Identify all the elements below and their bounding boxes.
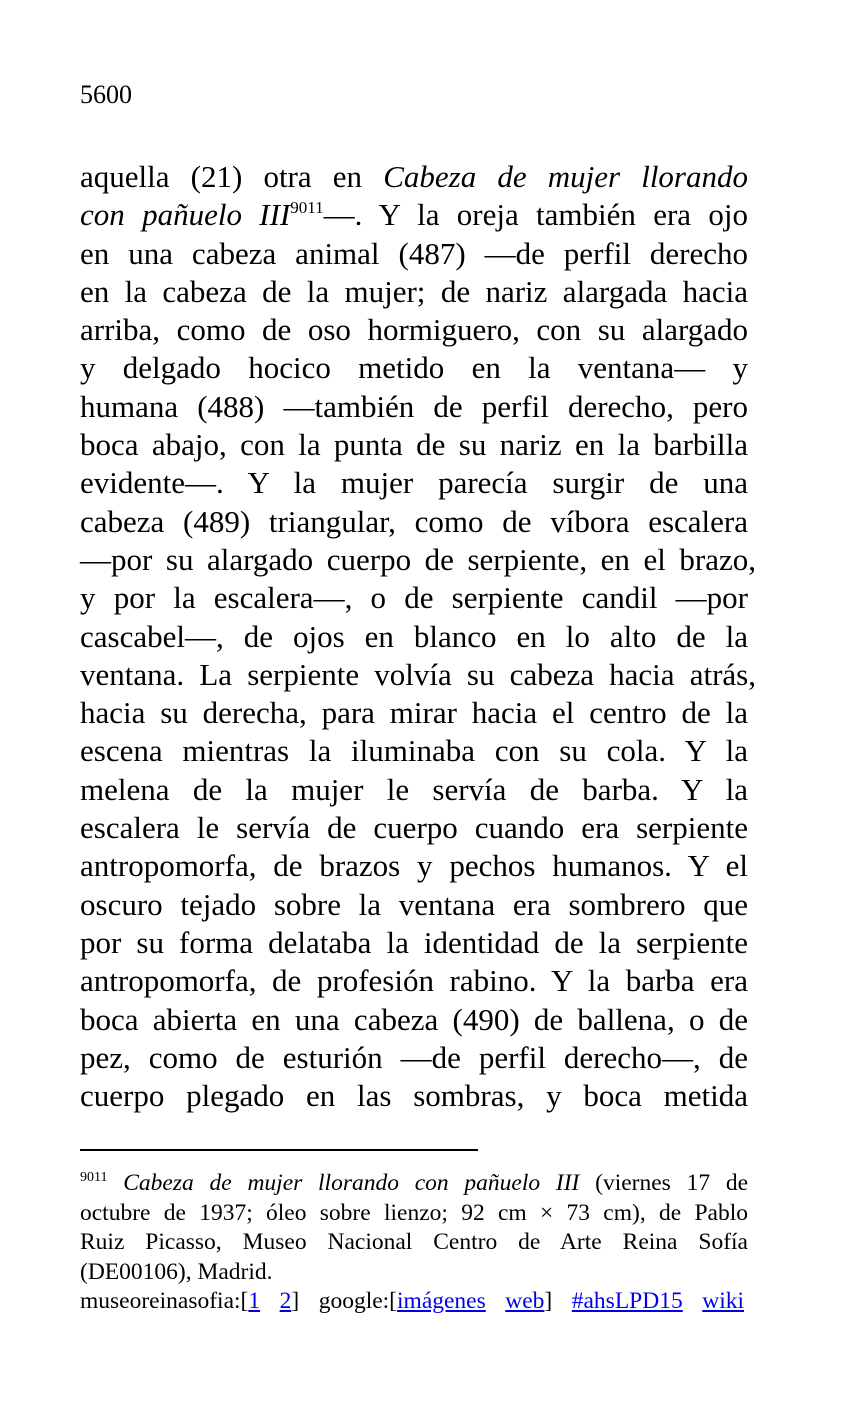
artwork-title: con pañuelo III bbox=[80, 197, 291, 233]
google-prefix: google:[ bbox=[318, 1288, 398, 1314]
body-text-run: en una cabeza animal (487) —de perfil derecho bbox=[80, 235, 748, 271]
footnote-rule bbox=[80, 1149, 478, 1151]
footnote-line: Ruiz Picasso, Museo Nacional Centro de Arte Reina Sofía bbox=[80, 1229, 748, 1255]
body-line bbox=[80, 886, 748, 924]
body-line bbox=[80, 962, 748, 1000]
artwork-title: Cabeza de mujer llorando bbox=[383, 159, 748, 194]
body-text-run: y delgado hocico metido en la ventana— y bbox=[80, 350, 748, 386]
body-line bbox=[80, 1077, 748, 1115]
body-line bbox=[80, 809, 748, 847]
footnote-line bbox=[80, 1169, 748, 1199]
body-text-run: ventana. La serpiente volvía su cabeza hacia atrás, bbox=[80, 656, 756, 692]
body-line bbox=[80, 732, 748, 770]
body-text-run: evidente—. Y la mujer parecía surgir de una bbox=[80, 465, 748, 501]
body-line bbox=[80, 618, 748, 656]
body-text-run: boca abajo, con la punta de su nariz en la barbilla bbox=[80, 427, 748, 463]
body-text-run: humana (488) —también de perfil derecho, pero bbox=[80, 388, 748, 424]
museo-suffix: ] bbox=[291, 1288, 300, 1314]
body-line bbox=[80, 273, 748, 311]
body-text-run: cabeza (489) triangular, como de víbora escalera bbox=[80, 503, 748, 539]
museo-prefix: museoreinasofia:[ bbox=[80, 1288, 249, 1314]
body-line bbox=[80, 541, 756, 579]
body-line bbox=[80, 1001, 748, 1039]
body-line bbox=[80, 196, 748, 234]
footnote-links bbox=[80, 1287, 744, 1317]
google-images-link[interactable]: imágenes bbox=[397, 1288, 486, 1314]
body-text-run: y por la escalera—, o de serpiente candil —por bbox=[80, 580, 748, 616]
google-web-link[interactable]: web bbox=[505, 1288, 545, 1314]
body-line bbox=[80, 388, 748, 426]
hashtag-link[interactable]: #ahsLPD15 bbox=[571, 1288, 683, 1314]
body-text-run: —por su alargado cuerpo de serpiente, en el brazo, bbox=[80, 541, 756, 577]
body-text-run: escena mientras la iluminaba con su cola. Y la bbox=[80, 733, 748, 769]
body-line bbox=[80, 924, 748, 962]
museo-link-2[interactable]: 2 bbox=[279, 1288, 292, 1314]
body-text-run: arriba, como de oso hormiguero, con su alargado bbox=[80, 312, 748, 348]
body-text-run: cascabel—, de ojos en blanco en lo alto de la bbox=[80, 618, 748, 654]
page-number: 5600 bbox=[80, 80, 132, 109]
body-line bbox=[80, 847, 748, 885]
footnote bbox=[80, 1169, 748, 1317]
body-text-run: boca abierta en una cabeza (490) de ballena, o de bbox=[80, 1001, 748, 1037]
footnote-marker: 9011 bbox=[80, 1170, 108, 1185]
footnote-reference[interactable]: 9011 bbox=[290, 198, 324, 218]
body-line bbox=[80, 426, 748, 464]
body-text-run: aquella (21) otra en bbox=[80, 159, 384, 194]
body-text bbox=[80, 158, 756, 1115]
body-text-run: antropomorfa, de profesión rabino. Y la barba era bbox=[80, 963, 748, 999]
body-line bbox=[80, 311, 748, 349]
museo-link-1[interactable]: 1 bbox=[248, 1288, 261, 1314]
body-text-run: en la cabeza de la mujer; de nariz alargada hacia bbox=[80, 273, 748, 309]
body-line bbox=[80, 579, 748, 617]
body-text-run: melena de la mujer le servía de barba. Y la bbox=[80, 771, 748, 807]
body-line bbox=[80, 503, 748, 541]
google-suffix: ] bbox=[544, 1288, 553, 1314]
body-line bbox=[80, 235, 748, 273]
footnote-text: (viernes 17 de bbox=[579, 1170, 749, 1196]
body-line bbox=[80, 349, 748, 387]
body-text-run: —. Y la oreja también era ojo bbox=[323, 197, 748, 233]
wiki-link[interactable]: wiki bbox=[702, 1288, 745, 1314]
body-text-run: hacia su derecha, para mirar hacia el centro de la bbox=[80, 695, 748, 731]
body-line bbox=[80, 771, 748, 809]
body-text-run: cuerpo plegado en las sombras, y boca metida bbox=[80, 1078, 748, 1114]
footnote-line: octubre de 1937; óleo sobre lienzo; 92 cm × 73 cm), de Pablo bbox=[80, 1199, 748, 1226]
body-text-run: oscuro tejado sobre la ventana era sombrero que bbox=[80, 886, 748, 922]
footnote-artwork-title: Cabeza de mujer llorando con pañuelo III bbox=[123, 1170, 580, 1196]
body-line bbox=[80, 464, 748, 502]
body-line bbox=[80, 158, 748, 196]
body-text-run: por su forma delataba la identidad de la serpiente bbox=[80, 924, 748, 960]
body-line bbox=[80, 694, 748, 732]
body-line bbox=[80, 1039, 748, 1077]
body-text-run: pez, como de esturión —de perfil derecho—, de bbox=[80, 1039, 748, 1075]
body-line bbox=[80, 656, 756, 694]
body-text-run: escalera le servía de cuerpo cuando era serpiente bbox=[80, 810, 748, 846]
footnote-line: (DE00106), Madrid. bbox=[80, 1258, 273, 1285]
body-text-run: antropomorfa, de brazos y pechos humanos. Y el bbox=[80, 848, 748, 884]
